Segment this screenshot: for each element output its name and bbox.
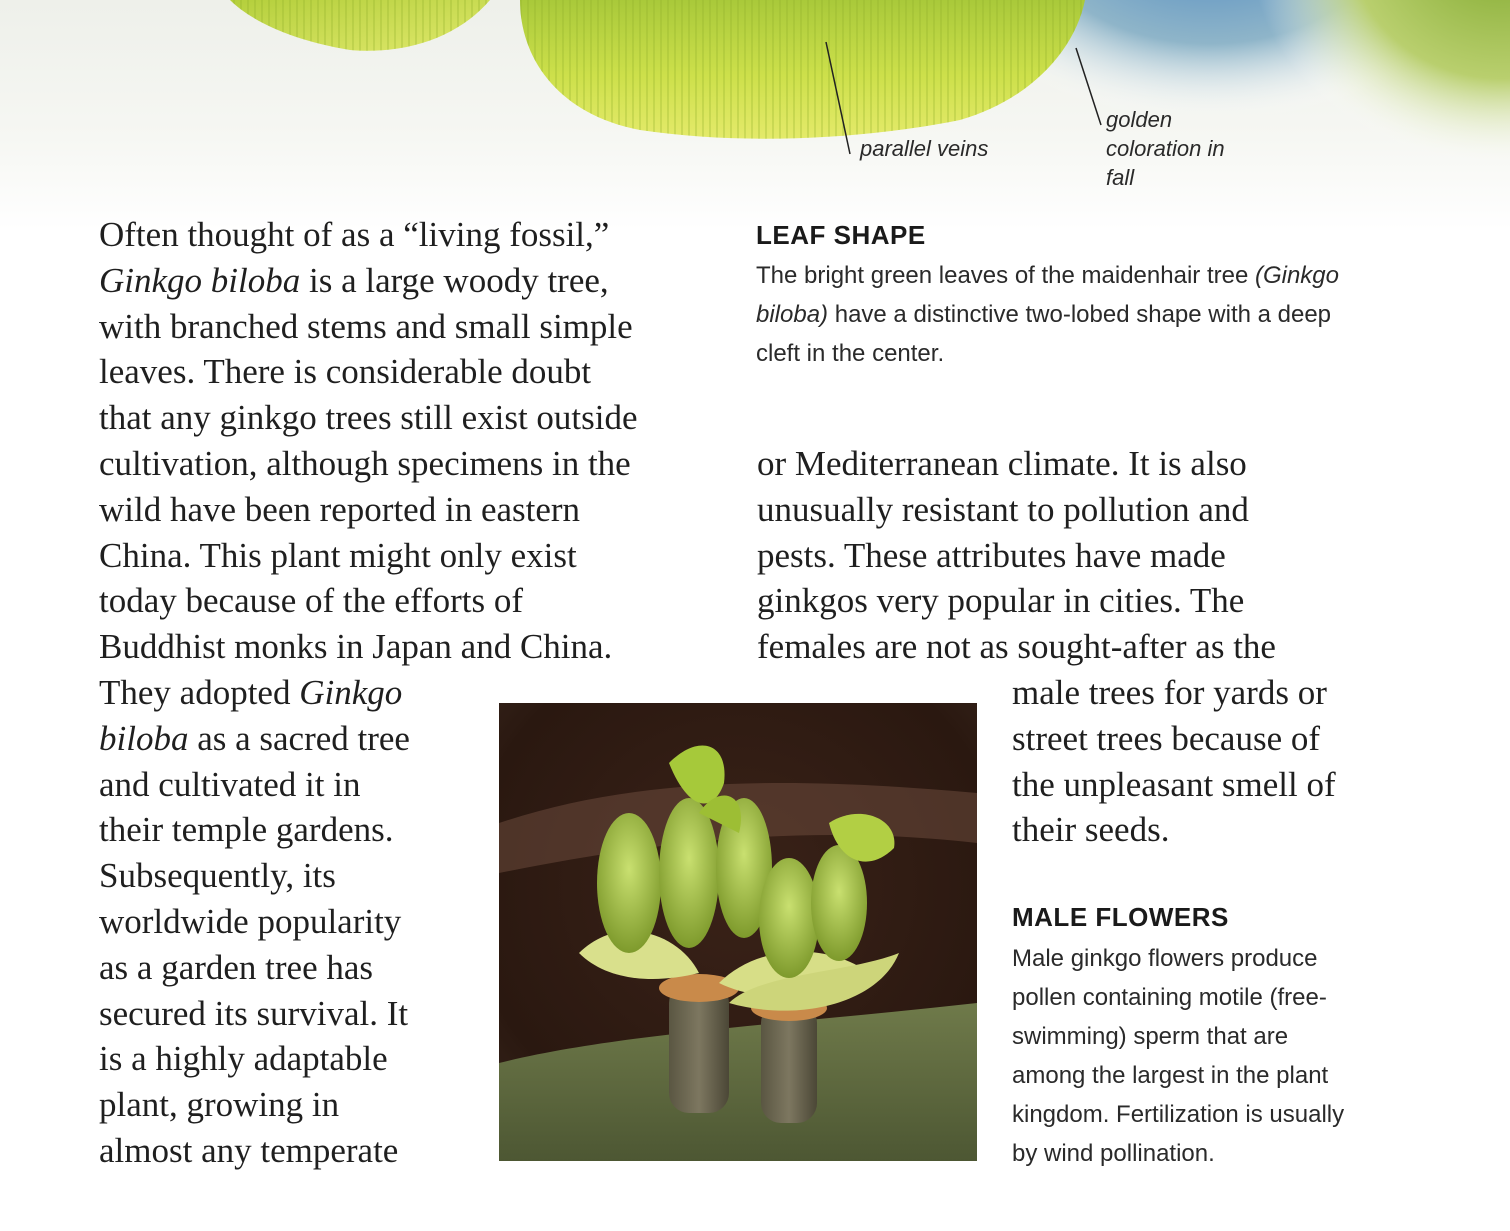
text-line: with branched stems and small simple xyxy=(99,306,633,346)
text-line xyxy=(99,716,410,762)
body-text-left-upper xyxy=(99,212,638,670)
text-line: plant, growing in xyxy=(99,1085,340,1125)
male-flowers-caption xyxy=(1012,939,1344,1173)
leaf-shape-heading: LEAF SHAPE xyxy=(756,220,926,250)
caption-line: kingdom. Fertilization is usually xyxy=(1012,1101,1345,1128)
annotation-line: golden xyxy=(1106,107,1173,132)
caption-line xyxy=(756,295,1339,334)
text-line: their seeds. xyxy=(1012,810,1170,850)
caption-line: cleft in the center. xyxy=(756,340,945,367)
male-flowers-heading: MALE FLOWERS xyxy=(1012,902,1229,932)
text-line: cultivation, although specimens in the xyxy=(99,443,631,483)
text-line: the unpleasant smell of xyxy=(1012,764,1336,804)
annotation-golden-coloration xyxy=(1106,105,1256,192)
text-line: their temple gardens. xyxy=(99,810,394,850)
text-line: almost any temperate xyxy=(99,1130,399,1170)
caption-line: swimming) sperm that are xyxy=(1012,1023,1289,1050)
text-fragment: is a large woody tree, xyxy=(300,260,609,300)
text-line: Often thought of as a “living fossil,” xyxy=(99,215,610,254)
text-line: China. This plant might only exist xyxy=(99,535,577,575)
text-line: today because of the efforts of xyxy=(99,581,524,621)
body-text-left-lower xyxy=(99,670,410,1174)
text-fragment: as a sacred tree xyxy=(188,718,410,758)
caption-line: Male ginkgo flowers produce xyxy=(1012,945,1318,972)
text-line: leaves. There is considerable doubt xyxy=(99,352,592,392)
italic-species-name: biloba) xyxy=(756,301,829,328)
text-line: that any ginkgo trees still exist outside xyxy=(99,398,638,438)
italic-species-name: (Ginkgo xyxy=(1254,262,1340,289)
text-line: worldwide popularity xyxy=(99,901,402,941)
caption-line xyxy=(756,256,1339,295)
text-line: pests. These attributes have made xyxy=(757,535,1226,575)
text-line: females are not as sought-after as the xyxy=(757,627,1276,667)
caption-line: pollen containing motile (free- xyxy=(1012,984,1327,1011)
ginkgo-male-flowers-photo xyxy=(499,703,977,1161)
text-fragment: The bright green leaves of the maidenhair tree xyxy=(756,262,1255,289)
text-line: or Mediterranean climate. It is also xyxy=(757,444,1247,483)
caption-line: by wind pollination. xyxy=(1012,1140,1215,1167)
italic-species-name: Ginkgo xyxy=(299,673,403,712)
text-line: street trees because of xyxy=(1012,718,1321,758)
text-line: wild have been reported in eastern xyxy=(99,489,581,529)
annotation-line: coloration in xyxy=(1106,136,1225,161)
body-text-right-lower xyxy=(1012,670,1336,853)
text-line: unusually resistant to pollution and xyxy=(757,489,1249,529)
italic-species-name: biloba xyxy=(99,718,189,758)
leaf-shape-caption xyxy=(756,256,1339,373)
caption-line: among the largest in the plant xyxy=(1012,1062,1329,1089)
text-line: Subsequently, its xyxy=(99,856,336,896)
italic-species-name: Ginkgo biloba xyxy=(99,260,301,300)
text-line xyxy=(99,670,410,716)
text-fragment: have a distinctive two-lobed shape with a deep xyxy=(828,301,1332,328)
text-line: ginkgos very popular in cities. The xyxy=(757,581,1245,621)
ginkgo-leaf-photo xyxy=(0,0,1510,230)
text-line: and cultivated it in xyxy=(99,764,361,804)
text-line: as a garden tree has xyxy=(99,947,374,987)
text-line: Buddhist monks in Japan and China. xyxy=(99,627,613,667)
annotation-parallel-veins: parallel veins xyxy=(860,136,989,161)
body-text-right-upper xyxy=(757,441,1276,670)
annotation-line: fall xyxy=(1106,165,1135,190)
text-line: male trees for yards or xyxy=(1012,673,1327,712)
text-fragment: They adopted xyxy=(99,673,300,712)
text-line: secured its survival. It xyxy=(99,993,409,1033)
text-line xyxy=(99,258,638,304)
text-line: is a highly adaptable xyxy=(99,1039,388,1079)
